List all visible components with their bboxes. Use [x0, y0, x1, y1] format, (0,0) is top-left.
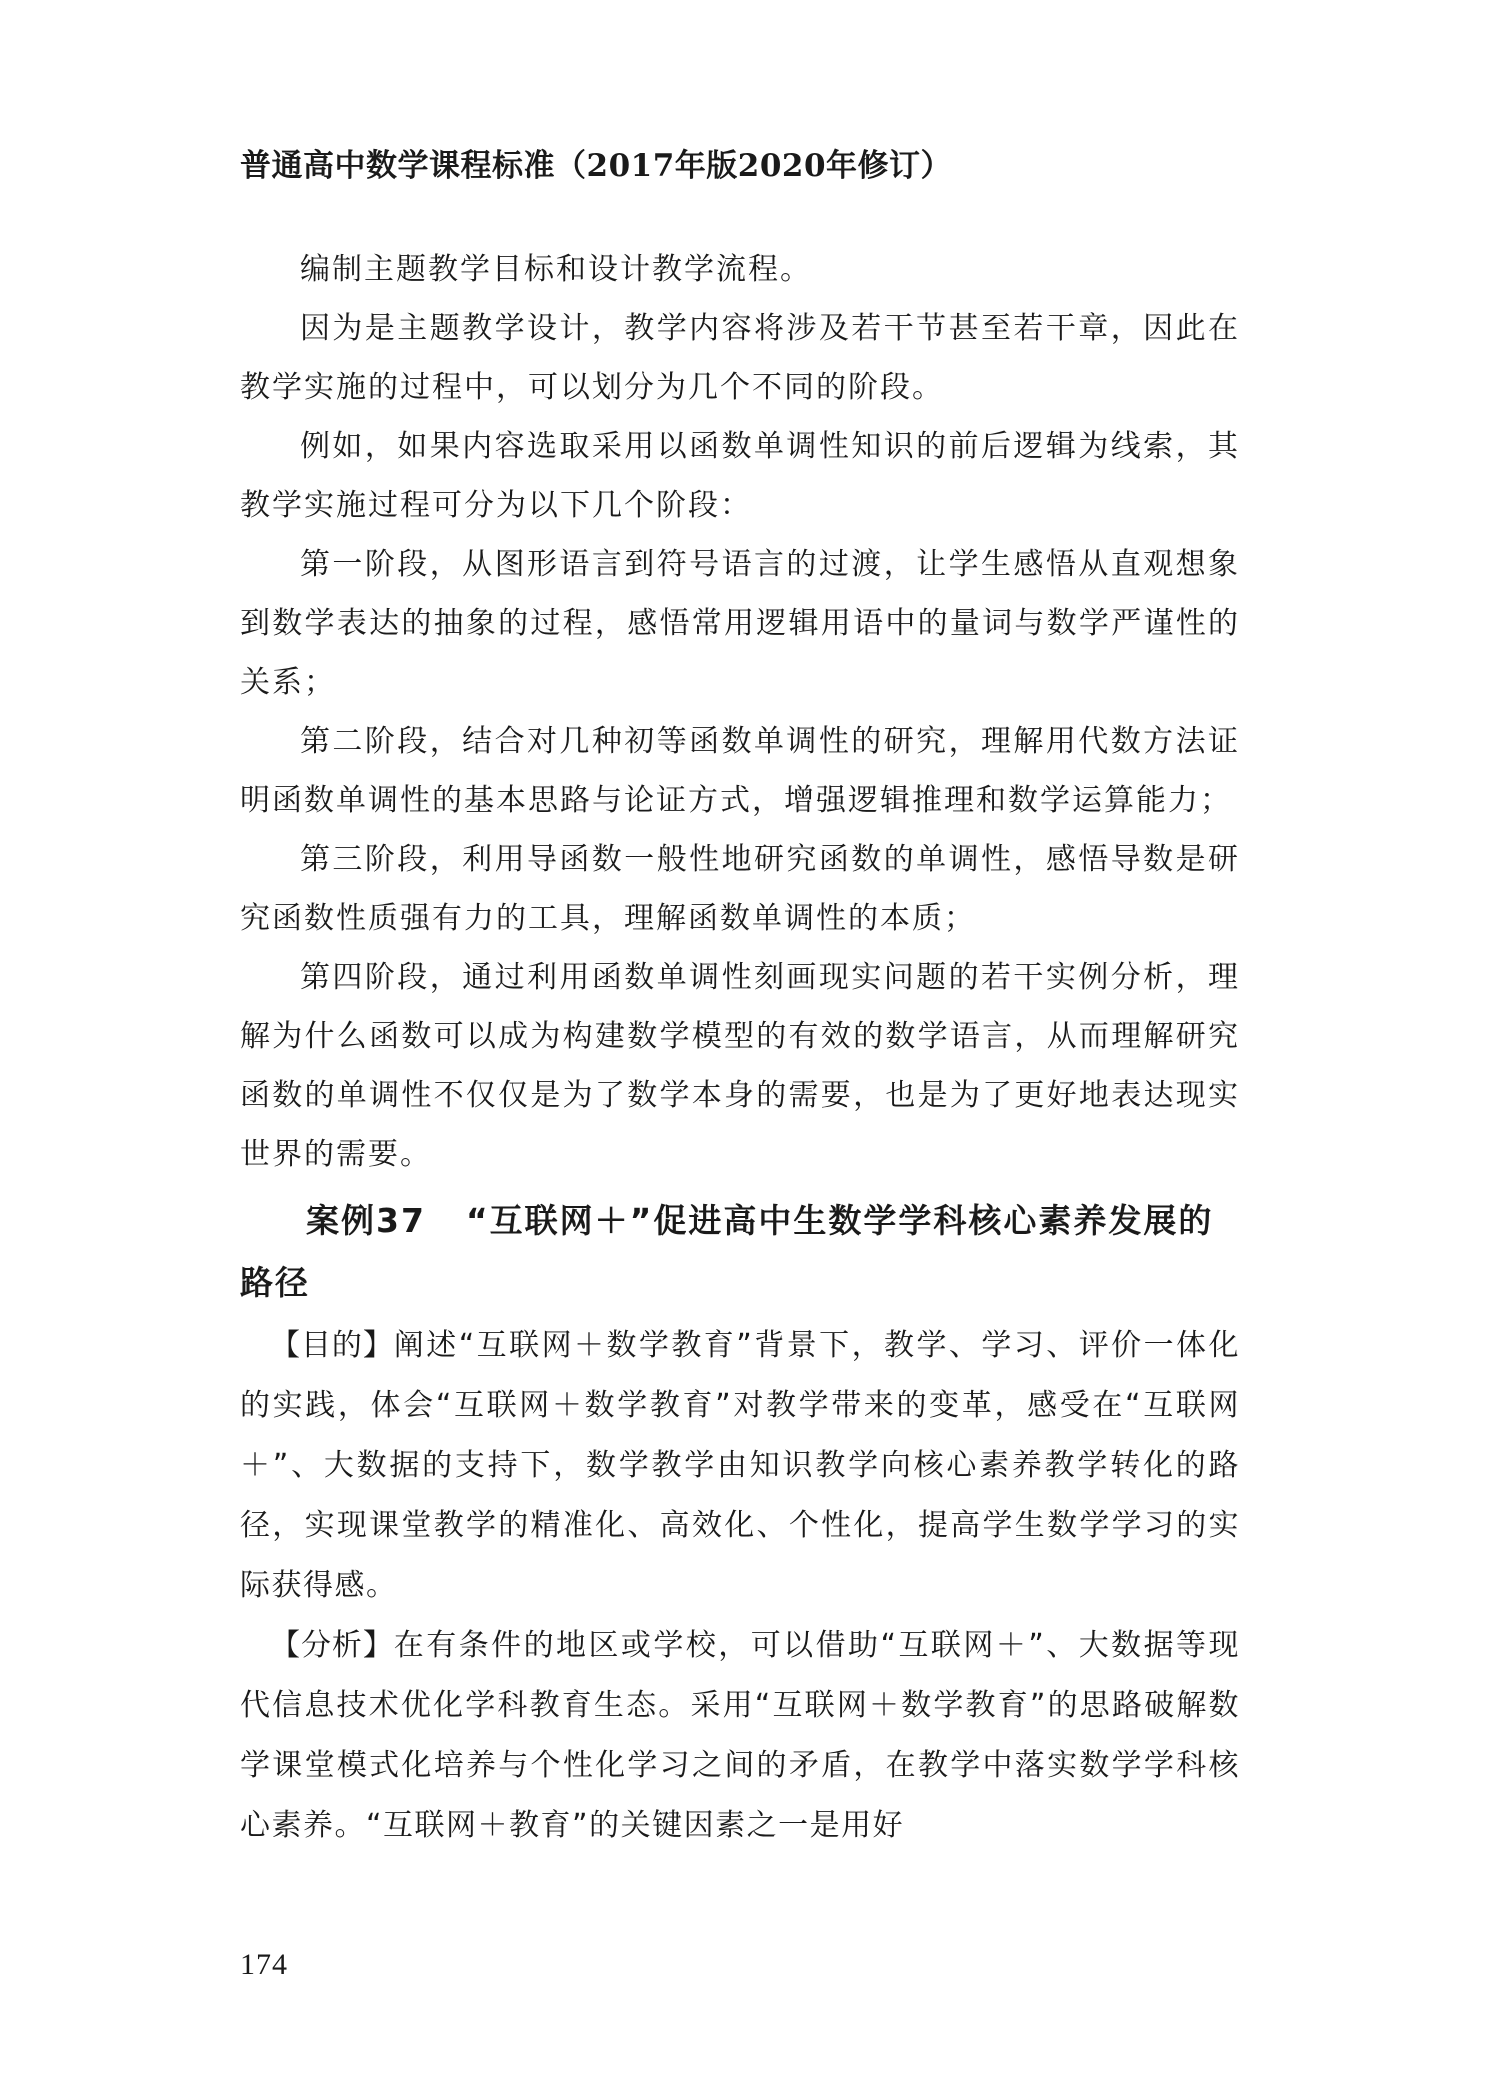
paragraph-stage-2: 第二阶段，结合对几种初等函数单调性的研究，理解用代数方法证明函数单调性的基本思路与论证方式，增强逻辑推理和数学运算能力；: [240, 724, 1240, 818]
paragraph: 例如，如果内容选取采用以函数单调性知识的前后逻辑为线索，其教学实施过程可分为以下几个阶段：: [240, 429, 1240, 523]
analysis-tag: 【分析】: [270, 1628, 394, 1663]
purpose-tag: 【目的】: [270, 1328, 394, 1363]
analysis-text: 在有条件的地区或学校，可以借助“互联网＋”、大数据等现代信息技术优化学科教育生态。采用“互联网＋数学教育”的思路破解数学课堂模式化培养与个性化学习之间的矛盾，在教学中落实数学学科核心素养。“互联网＋教育”的关键因素之一是用好: [240, 1628, 1240, 1843]
paragraph-stage-4: 第四阶段，通过利用函数单调性刻画现实问题的若干实例分析，理解为什么函数可以成为构建数学模型的有效的数学语言，从而理解研究函数的单调性不仅仅是为了数学本身的需要，也是为了更好地表达现实世界的需要。: [240, 960, 1240, 1172]
running-header: 普通高中数学课程标准（2017年版2020年修订）: [240, 148, 953, 184]
body-text: [240, 240, 1240, 1856]
paragraph: 编制主题教学目标和设计教学流程。: [300, 252, 812, 287]
page-number: 174: [240, 1948, 288, 1981]
case-title: “互联网＋”促进高中生数学学科核心素养发展的路径: [240, 1201, 1214, 1302]
paragraph-stage-1: 第一阶段，从图形语言到符号语言的过渡，让学生感悟从直观想象到数学表达的抽象的过程，感悟常用逻辑用语中的量词与数学严谨性的关系；: [240, 547, 1240, 700]
paragraph-stage-3: 第三阶段，利用导函数一般性地研究函数的单调性，感悟导数是研究函数性质强有力的工具，理解函数单调性的本质；: [240, 842, 1240, 936]
purpose-text: 阐述“互联网＋数学教育”背景下，教学、学习、评价一体化的实践，体会“互联网＋数学教育”对教学带来的变革，感受在“互联网＋”、大数据的支持下，数学教学由知识教学向核心素养教学转化的路径，实现课堂教学的精准化、高效化、个性化，提高学生数学学习的实际获得感。: [240, 1328, 1240, 1603]
purpose-paragraph: [240, 1316, 1240, 1616]
case-heading: [240, 1190, 1240, 1314]
case-number: 案例37: [306, 1201, 426, 1240]
paragraph: 因为是主题教学设计，教学内容将涉及若干节甚至若干章，因此在教学实施的过程中，可以划分为几个不同的阶段。: [240, 311, 1240, 405]
analysis-paragraph: [240, 1616, 1240, 1856]
